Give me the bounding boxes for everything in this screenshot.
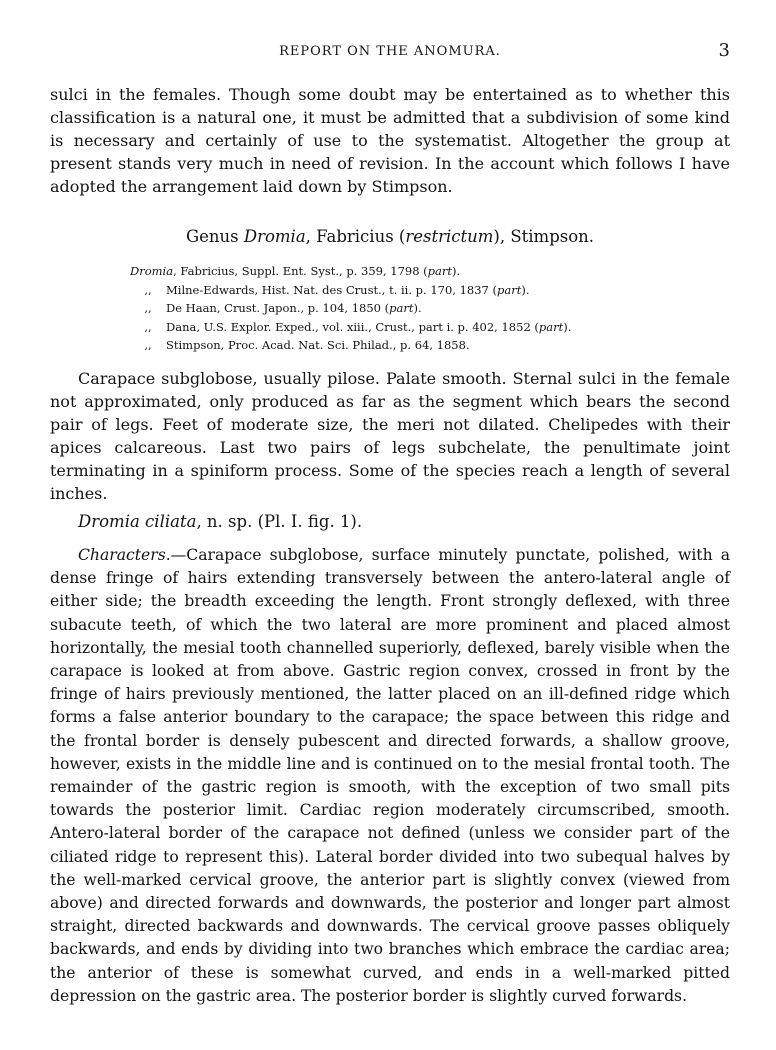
synonymy-entry xyxy=(130,262,730,281)
synonymy-italic: part xyxy=(427,264,453,278)
page-number: 3 xyxy=(718,40,730,61)
species-name: Dromia ciliata xyxy=(78,512,197,531)
synonymy-ditto: ,, xyxy=(144,338,152,352)
synonymy-end: ). xyxy=(452,264,461,278)
genus-name: Dromia xyxy=(243,227,306,246)
characters-paragraph xyxy=(50,544,730,1008)
page xyxy=(50,0,730,1050)
genus-description: Carapace subglobose, usually pilose. Palate smooth. Sternal sulci in the female not approximated, only produced as far as the segment which bears the second pair of legs. Feet of moderate size, the meri not dilated. Chelipedes with their apices calcareous. Last two pairs of legs subchelate, the penultimate joint terminating in a spiniform process. Some of the species reach a length of several inches. xyxy=(50,369,730,503)
synonymy-entry xyxy=(130,336,730,355)
characters-label: Characters. xyxy=(78,546,171,564)
synonymy-lead: Dromia xyxy=(130,264,174,278)
synonymy-ditto: ,, xyxy=(144,282,152,297)
synonymy-entry xyxy=(130,281,730,300)
characters-text: —Carapace subglobose, surface minutely punctate, polished, with a dense fringe of hairs extending transversely between the antero-lateral angle of either side; the breadth exceeding the length. Front strongly deflexed, with three subacute teeth, of which the two lateral are more prominent and placed almost horizontally, the mesial tooth channelled superiorly, deflexed, barely visible when the carapace is looked at from above. Gastric region convex, crossed in front by the fringe of hairs previously mentioned, the latter placed on an ill-defined ridge which forms a false anterior boundary to the carapace; the space between this ridge and the frontal border is densely pubescent and directed forwards, a shallow groove, however, exists in the middle line and is continued on to the mesial frontal tooth. The remainder of the gastric region is smooth, with the exception of two small pits towards the posterior limit. Cardiac region moderately circumscribed, smooth. Antero-lateral border of the carapace not defined (unless we consider part of the ciliated ridge to represent this). Lateral border divided into two subequal halves by the well-marked cervical groove, the anterior part is slightly convex (viewed from above) and directed forwards and downwards, the posterior and longer part almost straight, directed backwards and downwards. The cervical groove passes obliquely backwards, and ends by dividing into two branches which embrace the cardiac area; the anterior of these is somewhat curved, and ends in a well-marked pitted depression on the gastric area. The posterior border is slightly curved forwards. xyxy=(50,546,730,1005)
synonymy-end: ). xyxy=(413,301,422,315)
synonymy-list xyxy=(130,262,730,355)
genus-suffix: ), Stimpson. xyxy=(493,227,595,246)
synonymy-end: ). xyxy=(521,282,530,297)
running-head xyxy=(50,40,730,64)
genus-heading xyxy=(50,227,730,246)
synonymy-italic: part xyxy=(497,282,522,297)
synonymy-text: Dana, U.S. Explor. Exped., vol. xiii., Crust., part i. p. 402, 1852 ( xyxy=(166,319,539,334)
genus-qualifier: restrictum xyxy=(405,227,494,246)
synonymy-italic: part xyxy=(538,319,564,334)
genus-prefix: Genus xyxy=(185,227,244,246)
species-heading xyxy=(78,512,362,531)
genus-middle: , Fabricius ( xyxy=(305,227,406,246)
synonymy-entry xyxy=(130,318,730,337)
synonymy-italic: part xyxy=(389,301,414,315)
running-title: REPORT ON THE ANOMURA. xyxy=(279,44,501,59)
synonymy-entry xyxy=(130,299,730,318)
synonymy-ditto: ,, xyxy=(144,301,152,315)
intro-paragraph: sulci in the females. Though some doubt may be entertained as to whether this classification is a natural one, it must be admitted that a subdivision of some kind is necessary and certainly of use to the systematist. Altogether the group at present stands very much in need of revision. In the account which follows I have adopted the arrangement laid down by Stimpson. xyxy=(50,85,730,196)
species-rest: , n. sp. (Pl. I. fig. 1). xyxy=(196,512,363,531)
synonymy-text: Milne-Edwards, Hist. Nat. des Crust., t. ii. p. 170, 1837 ( xyxy=(166,282,498,297)
synonymy-end: ). xyxy=(563,319,572,334)
synonymy-ditto: ,, xyxy=(144,319,152,334)
synonymy-text: Stimpson, Proc. Acad. Nat. Sci. Philad., p. 64, 1858. xyxy=(166,338,470,352)
synonymy-text: De Haan, Crust. Japon., p. 104, 1850 ( xyxy=(166,301,390,315)
synonymy-text: , Fabricius, Suppl. Ent. Syst., p. 359, 1798 ( xyxy=(173,264,428,278)
